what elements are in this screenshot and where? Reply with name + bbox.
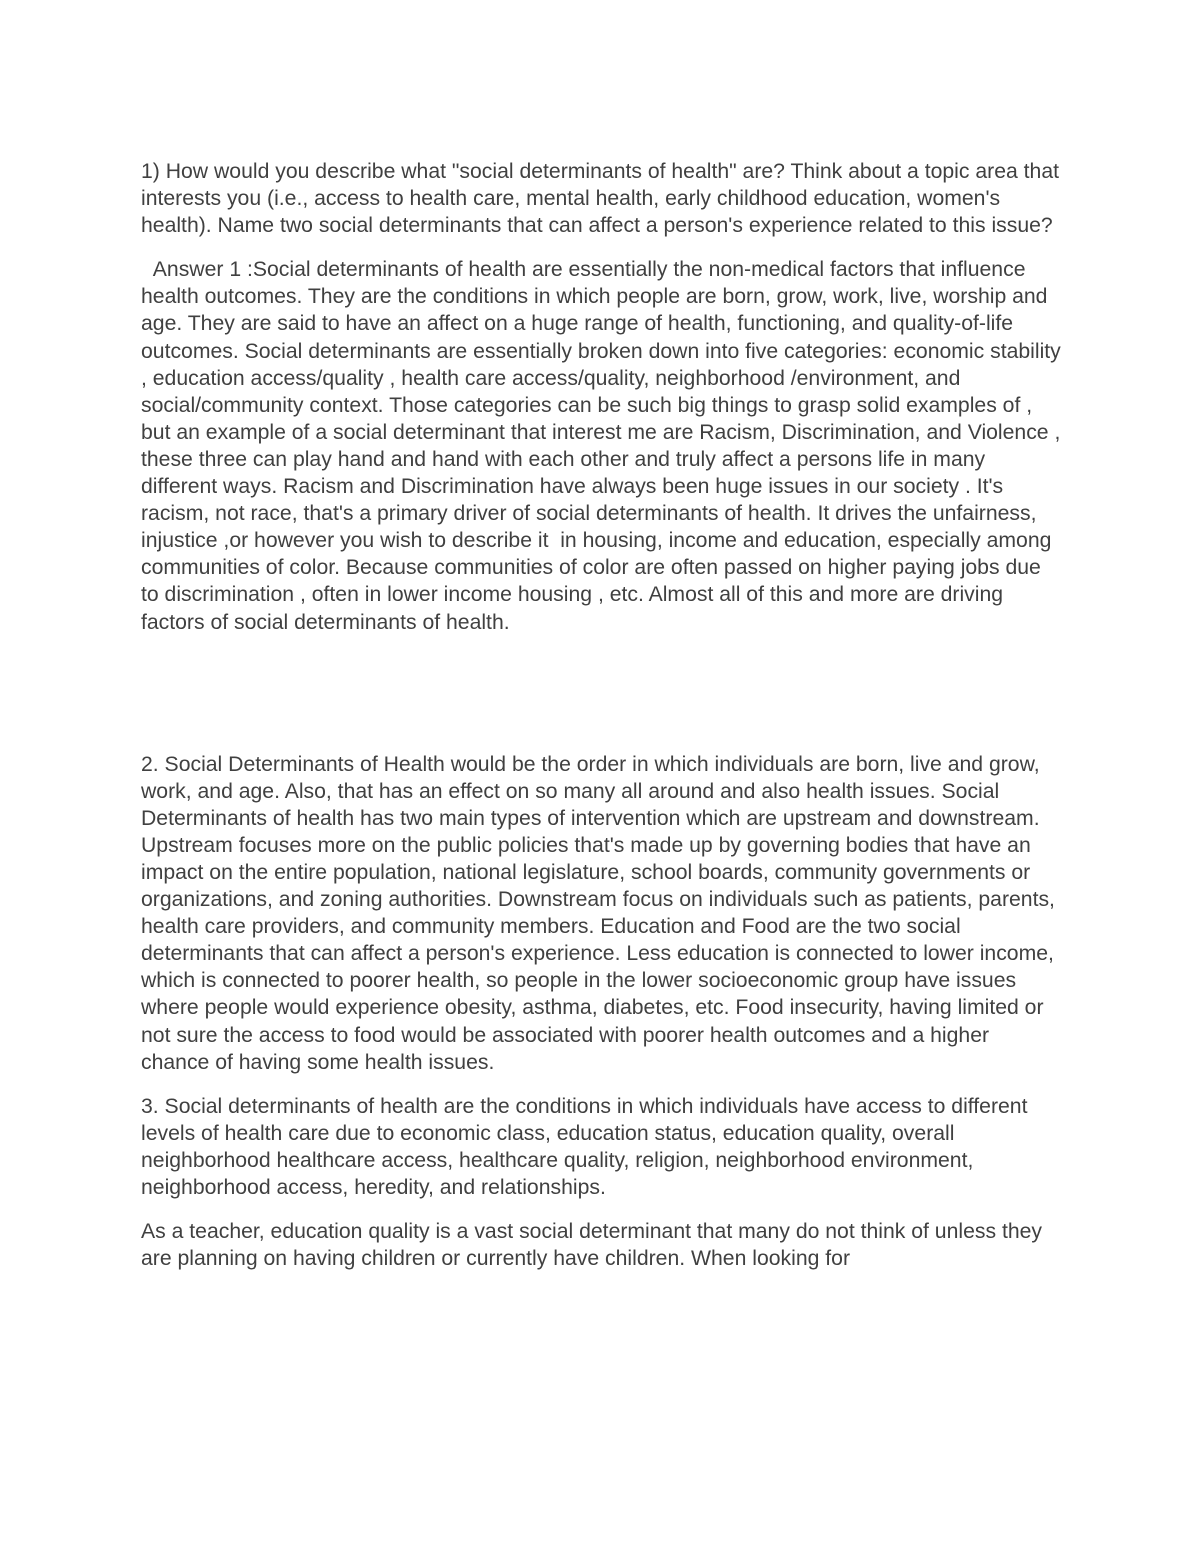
answer-1-paragraph: Answer 1 :Social determinants of health are essentially the non-medical factors that influence health outcomes. They are the conditions in which people are born, grow, work, live, worship and age. They are said to have an affect on a huge range of health, functioning, and quality-of-life outcomes. Social determinants are essentially broken down into five categories: economic stability , education access/quality , health care access/quality, neighborhood /environment, and social/community context. Those categories can be such big things to grasp solid examples of , but an example of a social determinant that interest me are Racism, Discrimination, and Violence , these three can play hand and hand with each other and truly affect a persons life in many different ways. Racism and Discrimination have always been huge issues in our society . It's racism, not race, that's a primary driver of social determinants of health. It drives the unfairness, injustice ,or however you wish to describe it in housing, income and education, especially among communities of color. Because communities of color are often passed on higher paying jobs due to discrimination , often in lower income housing , etc. Almost all of this and more are driving factors of social determinants of health. bbox=[141, 258, 1067, 634]
answer-2-paragraph: 2. Social Determinants of Health would be the order in which individuals are born, live and grow, work, and age. Also, that has an effect on so many all around and also health issues. Social Determinants of health has two main types of intervention which are upstream and downstream. Upstream focuses more on the public policies that's made up by governing bodies that have an impact on the entire population, national legislature, school boards, community governments or organizations, and zoning authorities. Downstream focus on individuals such as patients, parents, health care providers, and community members. Education and Food are the two social determinants that can affect a person's experience. Less education is connected to lower income, which is connected to poorer health, so people in the lower socioeconomic group have issues where people would experience obesity, asthma, diabetes, etc. Food insecurity, having limited or not sure the access to food would be associated with poorer health outcomes and a higher chance of having some health issues. bbox=[141, 752, 1061, 1074]
document-body bbox=[141, 158, 1067, 1272]
question-1-paragraph: 1) How would you describe what "social determinants of health" are? Think about a topic area that interests you (i.e., access to health care, mental health, early childhood education, women's health). Name two social determinants that can affect a person's experience related to this issue? bbox=[141, 160, 1065, 238]
answer-3-paragraph: 3. Social determinants of health are the conditions in which individuals have access to different levels of health care due to economic class, education status, education quality, overall neighborhood healthcare access, healthcare quality, religion, neighborhood environment, neighborhood access, heredity, and relationships. bbox=[141, 1094, 1034, 1199]
answer-3-continued-paragraph: As a teacher, education quality is a vast social determinant that many do not think of unless they are planning on having children or currently have children. When looking for bbox=[141, 1220, 1048, 1271]
